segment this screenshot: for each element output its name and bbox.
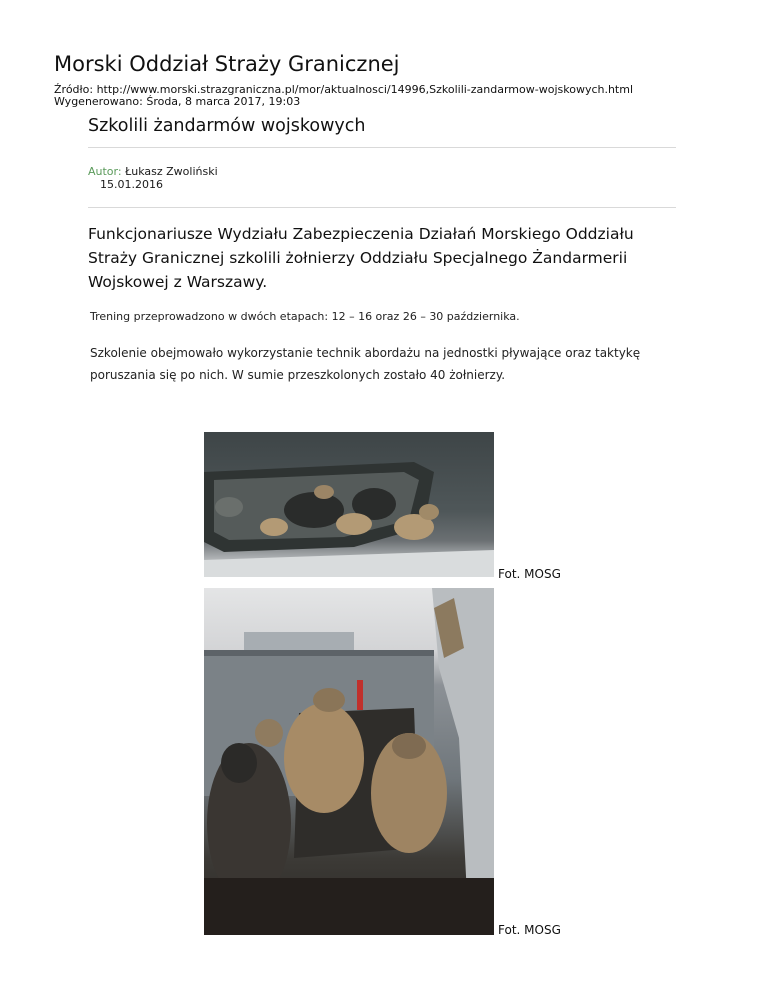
article-paragraph: Trening przeprowadzono w dwóch etapach: 12 – 16 oraz 26 – 30 października. xyxy=(90,310,520,323)
author-name: Łukasz Zwoliński xyxy=(125,165,218,178)
document-meta xyxy=(54,84,633,108)
source-line: Źródło: http://www.morski.strazgraniczna.pl/mor/aktualnosci/14996,Szkolili-zandarmow-wojskowych.html xyxy=(54,83,634,96)
photo-caption: Fot. MOSG xyxy=(498,567,561,581)
article-title: Szkolili żandarmów wojskowych xyxy=(88,116,366,136)
boat-photo-image xyxy=(204,432,494,577)
boarding-photo-image xyxy=(204,588,494,935)
photo-caption: Fot. MOSG xyxy=(498,923,561,937)
article-lead: Funkcjonariusze Wydziału Zabezpieczenia Działań Morskiego Oddziału Straży Granicznej szkolili żołnierzy Oddziału Specjalnego Żandarmerii Wojskowej z Warszawy. xyxy=(88,225,634,291)
author-label: Autor: xyxy=(88,165,122,178)
byline xyxy=(88,165,218,191)
generated-line: Wygenerowano: Środa, 8 marca 2017, 19:03 xyxy=(54,95,301,108)
article-photo xyxy=(204,432,494,577)
site-title: Morski Oddział Straży Granicznej xyxy=(54,52,400,76)
publish-date: 15.01.2016 xyxy=(100,178,163,191)
divider xyxy=(88,147,676,148)
divider xyxy=(88,207,676,208)
article-photo xyxy=(204,588,494,935)
article-paragraph: Szkolenie obejmowało wykorzystanie technik abordażu na jednostki pływające oraz taktykę poruszania się po nich. W sumie przeszkolonych zostało 40 żołnierzy. xyxy=(90,346,641,382)
